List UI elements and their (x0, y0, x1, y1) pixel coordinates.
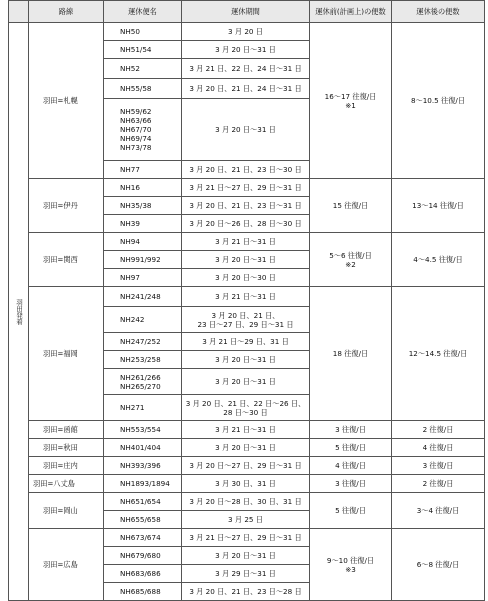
origin-label: 羽田発着 (9, 23, 29, 601)
period-cell: 3 月 25 日 (182, 511, 310, 529)
before-note: ※3 (345, 564, 356, 574)
suspension-table-container (8, 0, 484, 601)
flight-cell: NH55/58 (104, 79, 182, 99)
before-cell: 18 往復/日 (310, 287, 392, 421)
after-cell: 4 往復/日 (392, 439, 485, 457)
flight-cell: NH261/266 NH265/270 (104, 369, 182, 395)
flight-cell: NH401/404 (104, 439, 182, 457)
flight-cell: NH52 (104, 59, 182, 79)
period-cell: 3 月 20 日、21 日、23 日～31 日 (182, 197, 310, 215)
header-route: 路線 (29, 1, 104, 23)
period-cell: 3 月 20 日～31 日 (182, 351, 310, 369)
period-cell: 3 月 20 日、21 日、22 日～26 日、 28 日～30 日 (182, 395, 310, 421)
before-cell (310, 529, 392, 601)
period-cell: 3 月 20 日～31 日 (182, 547, 310, 565)
header-blank (9, 1, 29, 23)
period-cell: 3 月 20 日～30 日 (182, 269, 310, 287)
after-cell: 3～4 往復/日 (392, 493, 485, 529)
header-after: 運休後の便数 (392, 1, 485, 23)
before-count: 16～17 往復/日 (324, 91, 377, 101)
route-cell: 羽田=函館 (29, 421, 104, 439)
period-cell: 3 月 20 日～27 日、29 日～31 日 (182, 457, 310, 475)
after-cell: 4～4.5 往復/日 (392, 233, 485, 287)
before-cell: 3 往復/日 (310, 475, 392, 493)
after-cell: 13～14 往復/日 (392, 179, 485, 233)
after-cell: 8～10.5 往復/日 (392, 23, 485, 179)
route-cell: 羽田=庄内 (29, 457, 104, 475)
period-cell: 3 月 21 日、22 日、24 日～31 日 (182, 59, 310, 79)
period-cell: 3 月 20 日、21 日、 23 日～27 日、29 日～31 日 (182, 307, 310, 333)
flight-cell: NH94 (104, 233, 182, 251)
flight-cell: NH241/248 (104, 287, 182, 307)
period-cell: 3 月 29 日～31 日 (182, 565, 310, 583)
period-cell: 3 月 20 日、21 日、23 日～28 日 (182, 583, 310, 601)
period-cell: 3 月 20 日、21 日、24 日～31 日 (182, 79, 310, 99)
route-cell: 羽田=広島 (29, 529, 104, 601)
before-note: ※2 (345, 259, 356, 269)
flight-cell: NH673/674 (104, 529, 182, 547)
after-cell: 2 往復/日 (392, 421, 485, 439)
route-cell: 羽田=福岡 (29, 287, 104, 421)
flight-cell: NH39 (104, 215, 182, 233)
before-cell: 4 往復/日 (310, 457, 392, 475)
before-cell: 3 往復/日 (310, 421, 392, 439)
before-count: 5～6 往復/日 (329, 250, 372, 260)
after-cell: 6～8 往復/日 (392, 529, 485, 601)
flight-cell: NH393/396 (104, 457, 182, 475)
flight-cell: NH35/38 (104, 197, 182, 215)
period-cell: 3 月 20 日～28 日、30 日、31 日 (182, 493, 310, 511)
period-cell: 3 月 21 日～31 日 (182, 421, 310, 439)
route-cell: 羽田=秋田 (29, 439, 104, 457)
after-cell: 12～14.5 往復/日 (392, 287, 485, 421)
flight-cell: NH77 (104, 161, 182, 179)
before-note: ※1 (345, 100, 356, 110)
flight-cell: NH271 (104, 395, 182, 421)
period-cell: 3 月 20 日～31 日 (182, 439, 310, 457)
period-cell: 3 月 21 日～31 日 (182, 233, 310, 251)
flight-cell: NH59/62 NH63/66 NH67/70 NH69/74 NH73/78 (104, 99, 182, 161)
period-cell: 3 月 20 日～31 日 (182, 369, 310, 395)
route-cell: 羽田=伊丹 (29, 179, 104, 233)
period-cell: 3 月 21 日～27 日、29 日～31 日 (182, 529, 310, 547)
before-cell (310, 233, 392, 287)
period-cell: 3 月 21 日～31 日 (182, 287, 310, 307)
header-period: 運休期間 (182, 1, 310, 23)
flight-cell: NH97 (104, 269, 182, 287)
period-cell: 3 月 20 日 (182, 23, 310, 41)
flight-cell: NH16 (104, 179, 182, 197)
flight-cell: NH683/686 (104, 565, 182, 583)
flight-cell: NH553/554 (104, 421, 182, 439)
flight-suspension-table (8, 0, 485, 601)
period-cell: 3 月 21 日～29 日、31 日 (182, 333, 310, 351)
flight-cell: NH655/658 (104, 511, 182, 529)
before-cell: 5 往復/日 (310, 493, 392, 529)
before-count: 9～10 往復/日 (326, 555, 375, 565)
after-cell: 3 往復/日 (392, 457, 485, 475)
flight-cell: NH685/688 (104, 583, 182, 601)
period-cell: 3 月 20 日、21 日、23 日～30 日 (182, 161, 310, 179)
period-cell: 3 月 20 日～31 日 (182, 99, 310, 161)
route-cell: 羽田=札幌 (29, 23, 104, 179)
flight-cell: NH51/54 (104, 41, 182, 59)
period-cell: 3 月 21 日～27 日、29 日～31 日 (182, 179, 310, 197)
before-cell: 15 往復/日 (310, 179, 392, 233)
header-flight: 運休便名 (104, 1, 182, 23)
period-cell: 3 月 20 日～31 日 (182, 41, 310, 59)
period-cell: 3 月 30 日、31 日 (182, 475, 310, 493)
flight-cell: NH242 (104, 307, 182, 333)
route-cell: 羽田=八丈島 (29, 475, 104, 493)
period-cell: 3 月 20 日～31 日 (182, 251, 310, 269)
before-cell: 5 往復/日 (310, 439, 392, 457)
flight-cell: NH651/654 (104, 493, 182, 511)
flight-cell: NH50 (104, 23, 182, 41)
flight-cell: NH679/680 (104, 547, 182, 565)
period-cell: 3 月 20 日～26 日、28 日～30 日 (182, 215, 310, 233)
flight-cell: NH991/992 (104, 251, 182, 269)
route-cell: 羽田=岡山 (29, 493, 104, 529)
after-cell: 2 往復/日 (392, 475, 485, 493)
route-cell: 羽田=関西 (29, 233, 104, 287)
before-cell (310, 23, 392, 179)
header-before: 運休前(計画上)の便数 (310, 1, 392, 23)
flight-cell: NH253/258 (104, 351, 182, 369)
flight-cell: NH1893/1894 (104, 475, 182, 493)
flight-cell: NH247/252 (104, 333, 182, 351)
